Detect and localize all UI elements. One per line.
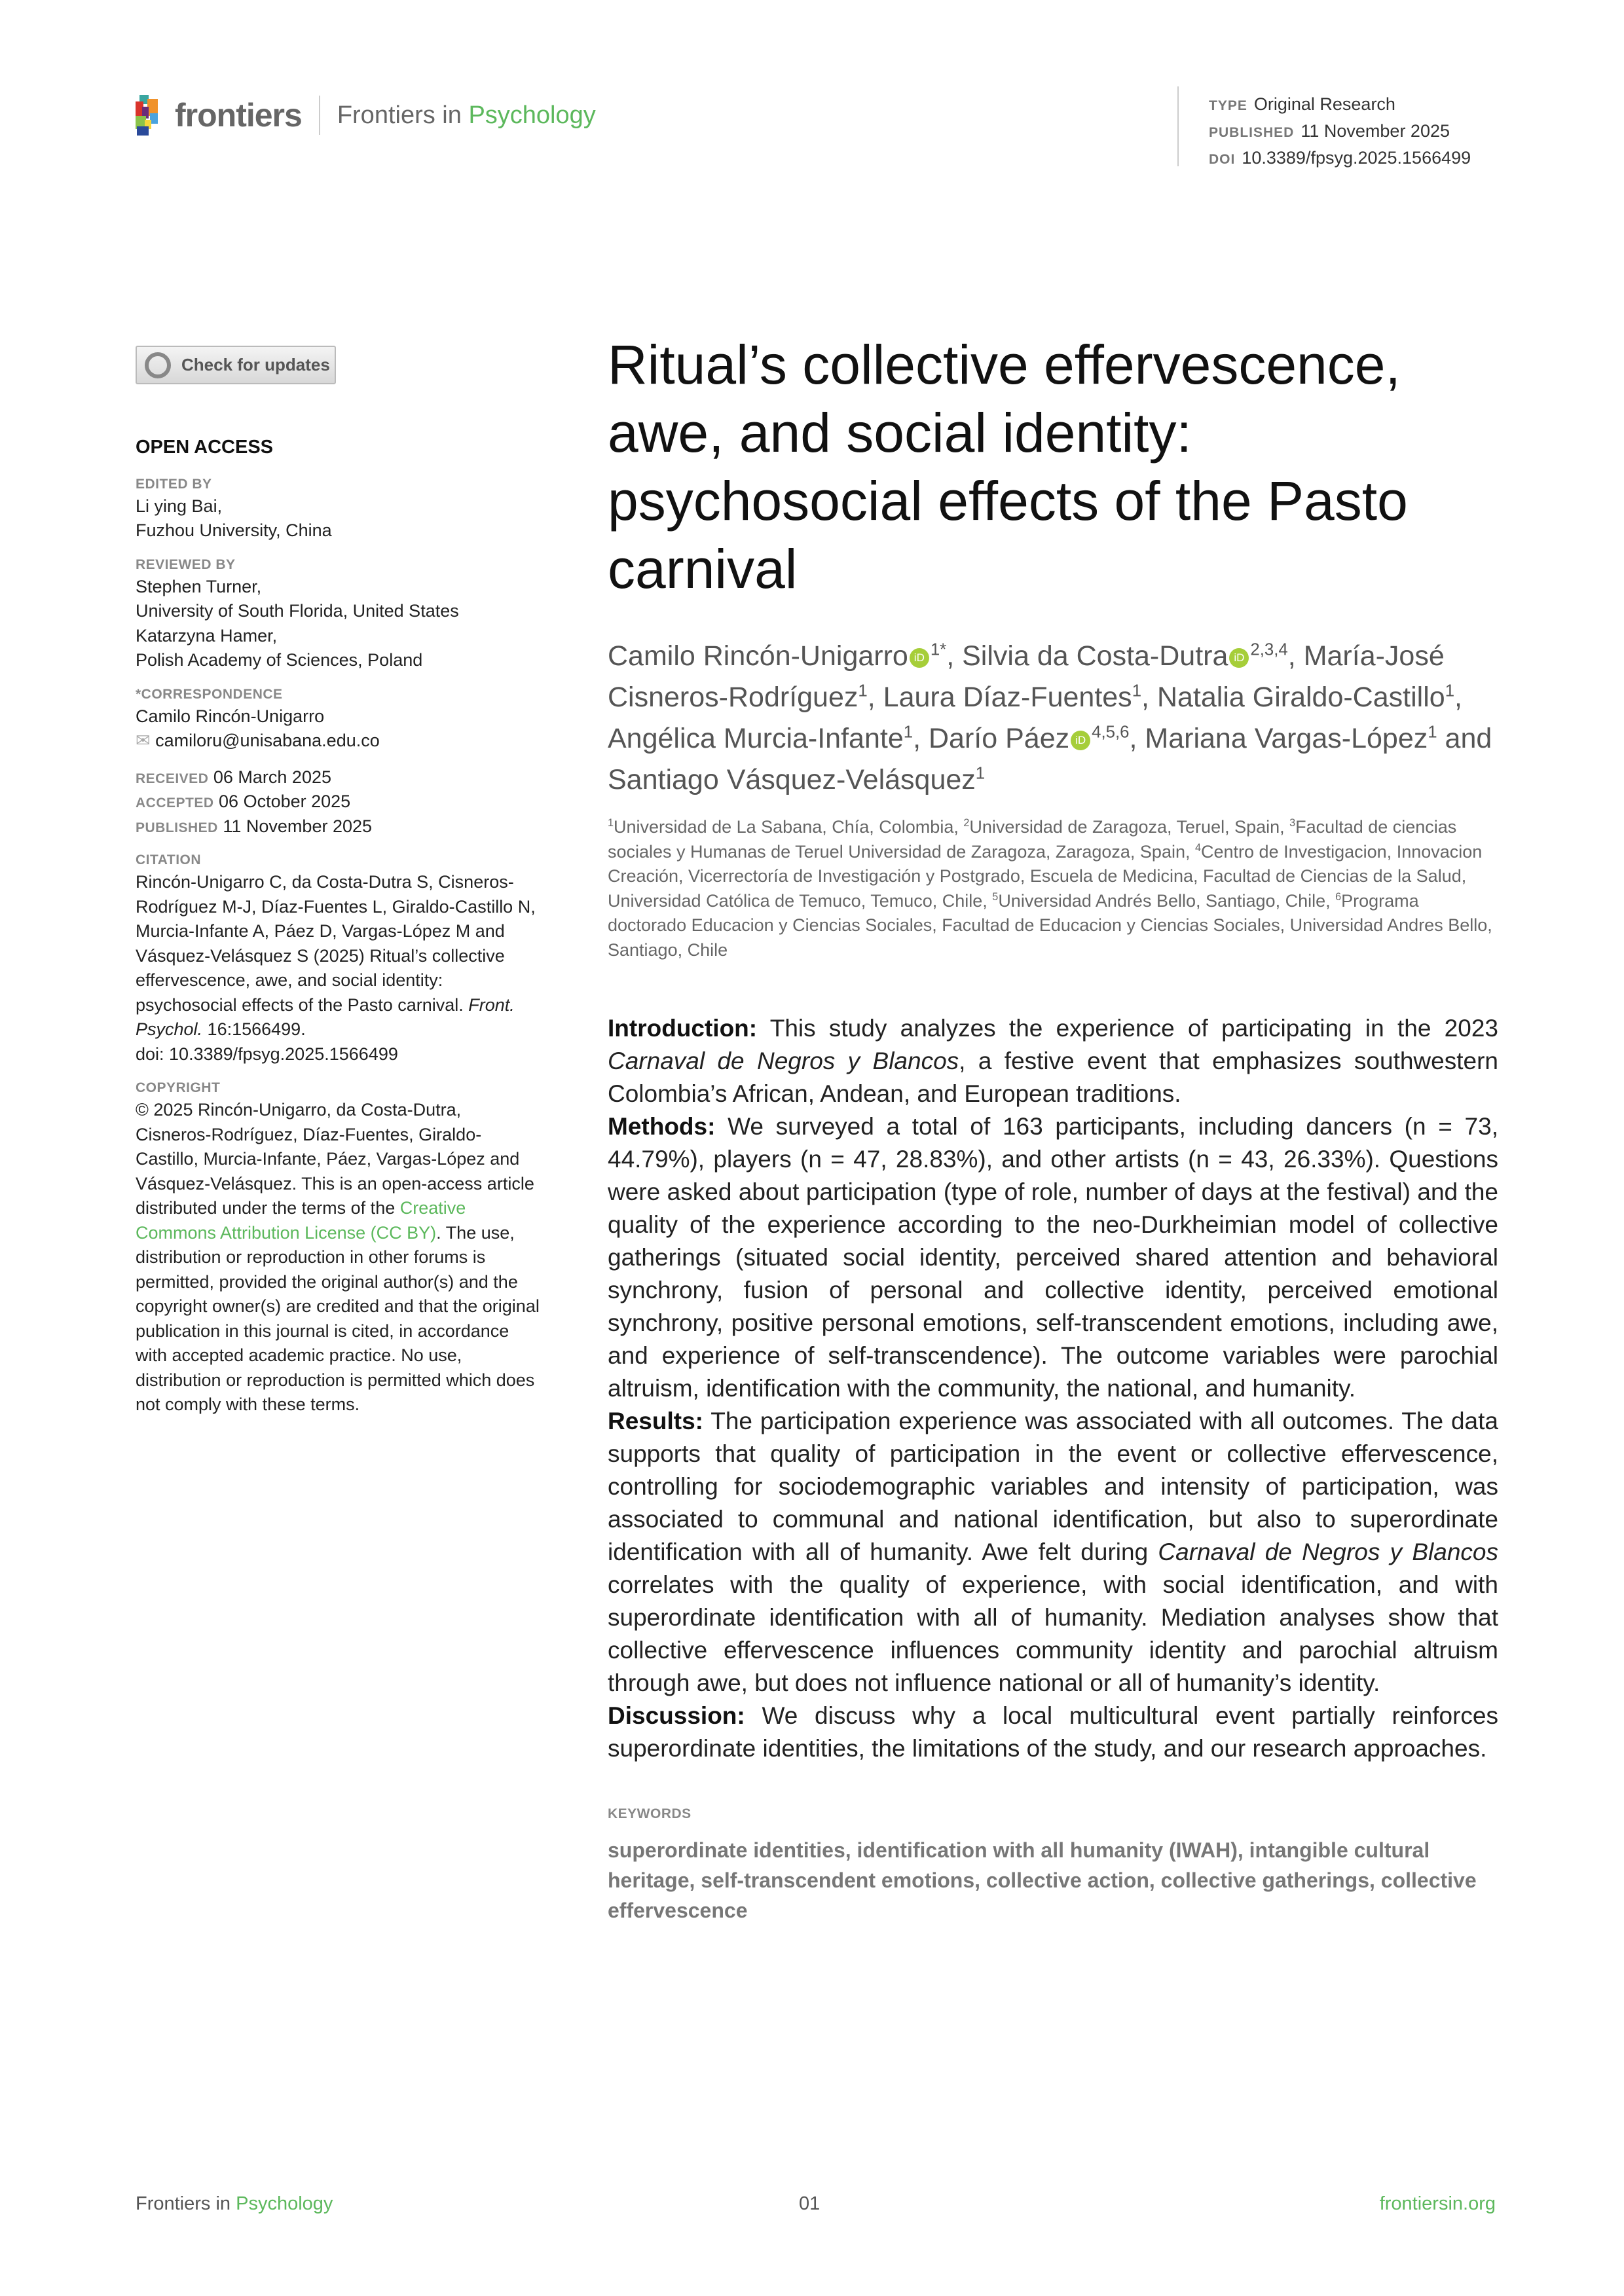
reviewed-by-label: REVIEWED BY bbox=[136, 556, 236, 572]
bookmark-icon bbox=[145, 352, 171, 378]
author-name[interactable]: Natalia Giraldo-Castillo bbox=[1156, 682, 1445, 713]
introduction-text-end: , a festive event that emphasizes southwestern Colombia’s African, Andean, and European traditions. bbox=[608, 1048, 1498, 1107]
reviewer-affiliation: Polish Academy of Sciences, Poland bbox=[136, 650, 423, 670]
correspondence-label: *CORRESPONDENCE bbox=[136, 686, 283, 702]
accepted-date: 06 October 2025 bbox=[219, 792, 351, 811]
frontiers-logo[interactable] bbox=[136, 95, 596, 136]
orcid-icon[interactable]: iD bbox=[910, 648, 929, 668]
affiliation-text: Programa doctorado Educacion y Ciencias Sociales, Facultad de Educacion y Ciencias Sociales, Universidad Andres Bello, Santiago, Chile bbox=[608, 890, 1492, 960]
author-affiliation-number: 1 bbox=[858, 682, 868, 701]
citation-body: Rincón-Unigarro C, da Costa-Dutra S, Cisneros-Rodríguez M-J, Díaz-Fuentes L, Giraldo-Castillo N, Murcia-Infante A, Páez D, Vargas-López M and Vásquez-Velásquez S (2025) Ritual’s collective effervescence, awe, and social identity: psychosocial effects of the Pasto carnival. bbox=[136, 872, 536, 1015]
frontiers-logo-icon bbox=[136, 95, 167, 136]
author-name[interactable]: María-José Cisneros-Rodríguez bbox=[608, 640, 1445, 713]
published-date: 11 November 2025 bbox=[1301, 121, 1450, 141]
check-for-updates-label: Check for updates bbox=[181, 355, 330, 374]
correspondence-email[interactable]: camiloru@unisabana.edu.co bbox=[155, 731, 380, 750]
affiliation-text: Universidad Andrés Bello, Santiago, Chile, bbox=[998, 890, 1336, 911]
author-affiliation-number: 1* bbox=[930, 640, 947, 659]
footer-site-link[interactable]: frontiersin.org bbox=[1379, 2193, 1496, 2214]
author-affiliation-number: 4,5,6 bbox=[1092, 723, 1130, 742]
affiliation-text: Centro de Investigacion, Innovacion Creación, Vicerrectoría de Investigación y Postgrado, Escuela de Medicina, Facultad de Ciencias de la Salud, Universidad Católica de Temuco, Temuco, Chile, bbox=[608, 841, 1483, 911]
results-event: Carnaval de Negros y Blancos bbox=[1158, 1539, 1498, 1565]
open-access-heading: OPEN ACCESS bbox=[136, 437, 274, 458]
methods-text: We surveyed a total of 163 participants, including dancers (n = 73, 44.79%), players (n = 47, 28.83%), and other artists (n = 43, 26.33%). Questions were asked about participation (type of role, number of days at the festival) and the quality of the experience according to the neo-Durkheimian model of collective gatherings (situated social identity, perceived shared attention and behavioral synchrony, fusion of personal and collective identity, perceived emotional synchrony, positive personal emotions, self-transcendent emotions, including awe, and experience of self-transcendence). The outcome variables were parochial altruism, identification with the community, the national, and humanity. bbox=[608, 1113, 1498, 1402]
author-name[interactable]: Laura Díaz-Fuentes bbox=[883, 682, 1132, 713]
affiliation-number: 4 bbox=[1195, 841, 1202, 854]
logo-divider bbox=[319, 96, 320, 135]
author-name[interactable]: Camilo Rincón-Unigarro bbox=[608, 640, 908, 672]
results-text: The participation experience was associated with all outcomes. The data supports that quality of participation in the event or collective effervescence, controlling for sociodemographic variables and intensity of participation, was associated to communal and national identification, but also to superordinate identification with all of humanity. Awe felt during bbox=[608, 1408, 1498, 1565]
citation-text bbox=[136, 870, 542, 1066]
author-affiliation-number: 1 bbox=[1132, 682, 1142, 701]
cc-license-link[interactable]: Creative Commons Attribution License (CC BY) bbox=[136, 1198, 466, 1243]
author-name[interactable]: Santiago Vásquez-Velásquez bbox=[608, 764, 976, 795]
affiliation-text: Universidad de Zaragoza, Teruel, Spain, bbox=[969, 817, 1290, 837]
introduction-event: Carnaval de Negros y Blancos bbox=[608, 1048, 959, 1074]
header-divider bbox=[1177, 86, 1179, 166]
accepted-label: ACCEPTED bbox=[136, 795, 214, 811]
copyright-body: © 2025 Rincón-Unigarro, da Costa-Dutra, Cisneros-Rodríguez, Díaz-Fuentes, Giraldo-Castillo, Murcia-Infante, Páez, Vargas-López and Vásquez-Velásquez. This is an open-access article distributed under the terms of the bbox=[136, 1100, 534, 1218]
reviewer-name: Stephen Turner, bbox=[136, 576, 262, 596]
author-affiliation-number: 1 bbox=[1445, 682, 1455, 701]
affiliation-number: 2 bbox=[963, 817, 970, 829]
article-title: Ritual’s collective effervescence, awe, and social identity: psychosocial effects of the Pasto carnival bbox=[608, 334, 1408, 600]
affiliation-number: 3 bbox=[1289, 817, 1296, 829]
affiliation-number: 6 bbox=[1335, 890, 1342, 903]
author-affiliation-number: 1 bbox=[1428, 723, 1437, 742]
edited-by-label: EDITED BY bbox=[136, 476, 212, 492]
footer-journal bbox=[136, 2193, 333, 2215]
copyright-text bbox=[136, 1098, 542, 1417]
methods-label: Methods: bbox=[608, 1113, 716, 1140]
affiliation-text: Facultad de ciencias sociales y Humanas de Teruel Universidad de Zaragoza, Zaragoza, Spain, bbox=[608, 817, 1457, 862]
orcid-icon[interactable]: iD bbox=[1071, 731, 1090, 750]
author-affiliation-number: 2,3,4 bbox=[1250, 640, 1288, 659]
journal-prefix: Frontiers in bbox=[337, 101, 462, 129]
orcid-icon[interactable]: iD bbox=[1229, 648, 1249, 668]
type-label: TYPE bbox=[1209, 98, 1247, 113]
introduction-label: Introduction: bbox=[608, 1015, 758, 1042]
footer-journal-name: Psychology bbox=[236, 2193, 333, 2214]
results-text-end: correlates with the quality of experience, with social identification, and with superordinate identification with all of humanity. Mediation analyses show that collective effervescence influences community identity and parochial altruism through awe, but does not influence national or all of humanity’s identity. bbox=[608, 1571, 1498, 1696]
reviewer-name: Katarzyna Hamer, bbox=[136, 625, 278, 646]
page-number: 01 bbox=[799, 2193, 821, 2214]
published-label: PUBLISHED bbox=[1209, 125, 1295, 140]
citation-doi[interactable]: doi: 10.3389/fpsyg.2025.1566499 bbox=[136, 1044, 398, 1064]
abstract bbox=[608, 1012, 1498, 1765]
published-date: 11 November 2025 bbox=[223, 816, 373, 836]
brand-name: frontiers bbox=[175, 97, 302, 134]
author-list: Camilo Rincón-Unigarro iD $^{1*}$, Silvia da Costa-Dutra iD $^{2,3,4}$, María-José Cisneros-Rodríguez$^1$, Laura Díaz-Fuentes$^1$, Natalia Giraldo-Castillo$^1$, Angélica Murcia-Infante$^1$, Darío Páez iD $^{4,5,6}$, Mariana Vargas-López$^1$ and Santiago Vásquez-Velásquez$^1$ bbox=[608, 640, 1492, 795]
author-name[interactable]: Angélica Murcia-Infante bbox=[608, 723, 904, 754]
author-affiliation-number: 1 bbox=[903, 723, 913, 742]
journal-name bbox=[337, 101, 596, 130]
keywords-label: KEYWORDS bbox=[608, 1806, 692, 1821]
author-affiliation-number: 1 bbox=[975, 764, 986, 783]
results-label: Results: bbox=[608, 1408, 703, 1434]
affiliation-number: 1 bbox=[608, 817, 614, 829]
article-type: Original Research bbox=[1253, 94, 1395, 114]
journal-title: Psychology bbox=[468, 101, 596, 129]
keywords: superordinate identities, identification with all humanity (IWAH), intangible cultural heritage, self-transcendent emotions, collective action, collective gatherings, collective effervescence bbox=[608, 1838, 1477, 1922]
doi-link[interactable]: 10.3389/fpsyg.2025.1566499 bbox=[1242, 148, 1471, 168]
affiliation-number: 5 bbox=[992, 890, 999, 903]
main-column bbox=[608, 331, 1498, 1925]
citation-volume: 16:1566499. bbox=[202, 1019, 306, 1039]
reviewer-affiliation: University of South Florida, United States bbox=[136, 601, 459, 621]
doi-label: DOI bbox=[1209, 152, 1236, 167]
envelope-icon: ✉ bbox=[136, 731, 156, 750]
correspondence-name: Camilo Rincón-Unigarro bbox=[136, 706, 325, 726]
article-meta bbox=[1209, 92, 1471, 172]
footer-journal-prefix: Frontiers in bbox=[136, 2193, 236, 2214]
author-name[interactable]: Darío Páez bbox=[929, 723, 1070, 754]
copyright-body-end: . The use, distribution or reproduction in other forums is permitted, provided the original author(s) and the copyright owner(s) are credited and that the original publication in this journal is cited, in accordance with accepted academic practice. No use, distribution or reproduction is permitted which does not comply with these terms. bbox=[136, 1222, 540, 1414]
introduction-text: This study analyzes the experience of participating in the 2023 bbox=[757, 1015, 1498, 1042]
discussion-text: We discuss why a local multicultural event partially reinforces superordinate identities, the limitations of the study, and our research approaches. bbox=[608, 1702, 1498, 1762]
author-name[interactable]: Mariana Vargas-López bbox=[1145, 723, 1428, 754]
received-label: RECEIVED bbox=[136, 771, 209, 786]
author-name[interactable]: Silvia da Costa-Dutra bbox=[962, 640, 1228, 672]
citation-journal: Front. Psychol. bbox=[136, 994, 515, 1039]
editor-name: Li ying Bai, bbox=[136, 496, 223, 516]
affiliations bbox=[608, 815, 1498, 962]
discussion-label: Discussion: bbox=[608, 1702, 745, 1729]
citation-label: CITATION bbox=[136, 852, 202, 867]
affiliation-text: Universidad de La Sabana, Chía, Colombia, bbox=[614, 817, 964, 837]
received-date: 06 March 2025 bbox=[213, 767, 331, 787]
check-for-updates-button[interactable] bbox=[136, 346, 336, 384]
copyright-label: COPYRIGHT bbox=[136, 1080, 221, 1095]
sidebar bbox=[136, 435, 542, 1429]
published-label: PUBLISHED bbox=[136, 820, 218, 835]
editor-affiliation: Fuzhou University, China bbox=[136, 520, 332, 540]
